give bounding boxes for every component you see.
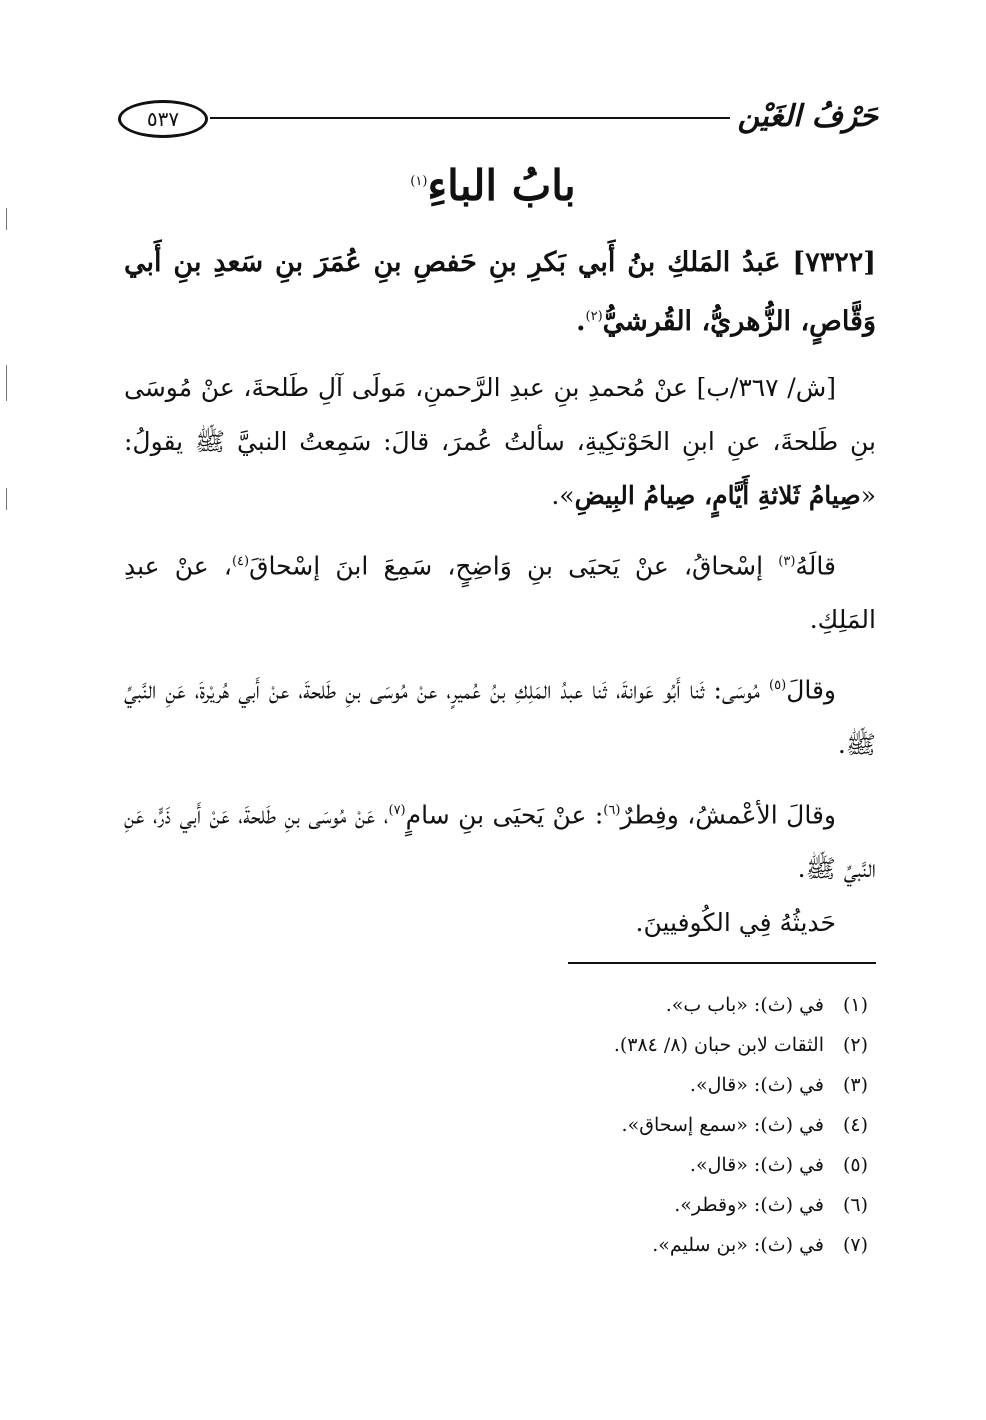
paragraph-text: ، عَنْ مُوسَى بنِ طَلحةَ، عَنْ أَبي ذَرٍّ، عَنِ النَّبيِّ ﷺ. [124, 799, 876, 883]
paragraph-narration-3 [124, 784, 876, 896]
footnote-text: في (ث): «قال». [689, 1074, 824, 1096]
chapter-title [0, 152, 986, 216]
footnote-number: (٢) [842, 1034, 868, 1056]
footnote-number: (١) [842, 994, 868, 1016]
footnote-ref: (٧) [388, 802, 406, 818]
footnote-ref: (٤) [231, 554, 250, 569]
footnote-item [300, 1145, 868, 1185]
footnote-number: (٤) [842, 1114, 868, 1136]
footnote-ref: (٣) [778, 554, 796, 569]
paragraph-text: قالَهُ [795, 551, 836, 581]
footnote-rule [568, 962, 876, 964]
footnote-number: (٣) [842, 1074, 868, 1096]
paragraph-text: مُوسَى: ثَنا أَبُو عَوانةَ، ثَنا عبدُ المَلِكِ بنُ عُميرٍ، عنْ مُوسَى بنِ طَلحةَ، عنْ أَبي هُريْرةَ، عَنِ النَّبيِّ ﷺ. [124, 675, 876, 759]
footnote-text: في (ث): «بن سليم». [652, 1234, 824, 1256]
footnote-ref: (٢) [585, 309, 603, 324]
paragraph-text: : عنْ يَحيَى بنِ سامٍ [405, 799, 604, 829]
paragraph-text: وقالَ الأعْمشُ، وفِطرٌ [620, 799, 836, 829]
paragraph-text: إسْحاقُ، عنْ يَحيَى بنِ وَاضِحٍ، سَمِعَ ابنَ إسْحاقَ [249, 551, 779, 581]
paragraph-narration-1 [124, 535, 876, 647]
scan-edge-mark [6, 488, 7, 510]
hadith-quote: صِيامُ ثَلاثةِ أَيَّامٍ، صِيامُ البِيضِ [574, 481, 861, 510]
footnote-text: في (ث): «سمع إسحاق». [621, 1114, 824, 1136]
footnote-item [300, 1185, 868, 1225]
footnote-number: (٦) [842, 1194, 868, 1216]
footnotes [300, 985, 868, 1265]
entry-heading-text: [٧٣٢٢] عَبدُ المَلكِ بنُ أَبي بَكرِ بنِ حَفصِ بنِ عُمَرَ بنِ سَعدِ بنِ أَبي وَقَّاصٍ، الزُّهريُّ، القُرشيُّ [124, 247, 876, 337]
paragraph-text: ». [551, 481, 575, 510]
paragraph-hadith [124, 361, 876, 523]
footnote-number: (٧) [842, 1234, 868, 1256]
chapter-title-text: بابُ الباءِ [427, 161, 576, 210]
footnote-ref: (٥) [769, 678, 787, 694]
footnote-text: الثقات لابن حبان (٨/ ٣٨٤). [613, 1034, 824, 1056]
paragraph-text: [ش/ ٣٦٧/ب] عنْ مُحمدِ بنِ عبدِ الرَّحمنِ، مَولَى آلِ طَلحةَ، عنْ مُوسَى بنِ طَلحةَ، عنِ ابنِ الحَوْتكِيةِ، سألتُ عُمرَ، قالَ: سَمِعتُ النبيَّ ﷺ يقولُ: « [124, 373, 876, 510]
header-rule [210, 117, 730, 119]
scan-edge-mark [6, 365, 7, 401]
paragraph-text: ، عنْ عبدِ المَلِكِ. [124, 551, 876, 635]
footnote-item [300, 1025, 868, 1065]
running-title: حَرْفُ الغَيْن [737, 99, 878, 134]
footnote-text: في (ث): «باب ب». [665, 994, 824, 1016]
entry-heading [124, 236, 876, 349]
paragraph-narration-2 [124, 659, 876, 771]
page-header [118, 92, 878, 142]
footnote-text: في (ث): «قال». [689, 1154, 824, 1176]
footnote-item [300, 985, 868, 1025]
footnote-item [300, 1105, 868, 1145]
main-text [124, 236, 876, 962]
footnote-ref: (١) [410, 174, 428, 189]
footnote-item [300, 1225, 868, 1265]
footnote-ref: (٦) [603, 802, 621, 818]
paragraph-text: وقالَ [786, 675, 836, 705]
footnote-number: (٥) [842, 1154, 868, 1176]
entry-heading-end: . [576, 306, 586, 337]
paragraph-closing: حَديثُهُ فِي الكُوفيينَ. [635, 907, 836, 937]
page-number: ٥٣٧ [118, 100, 208, 138]
footnote-text: في (ث): «وقطر». [674, 1194, 824, 1216]
footnote-item [300, 1065, 868, 1105]
